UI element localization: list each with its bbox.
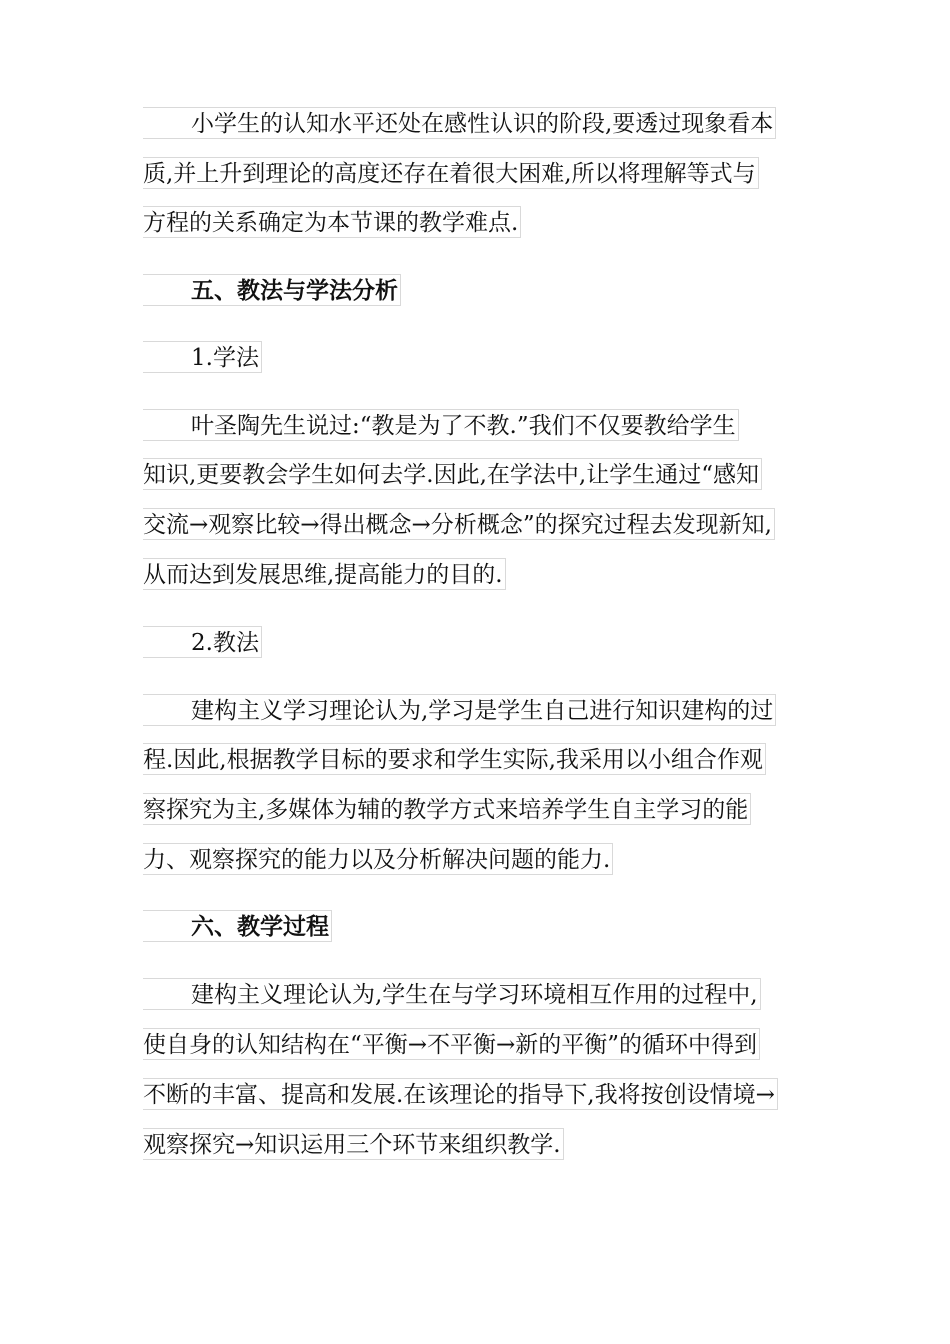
- paragraph-line: 观察探究→知识运用三个环节来组织教学.: [143, 1128, 564, 1160]
- paragraph-line: 从而达到发展思维,提高能力的目的.: [143, 558, 506, 590]
- paragraph-line: 建构主义学习理论认为,学习是学生自己进行知识建构的过: [143, 694, 776, 726]
- paragraph-line: 察探究为主,多媒体为辅的教学方式来培养学生自主学习的能: [143, 793, 751, 825]
- paragraph-line: 力、观察探究的能力以及分析解决问题的能力.: [143, 843, 613, 875]
- paragraph-line: 知识,更要教会学生如何去学.因此,在学法中,让学生通过“感知: [143, 458, 762, 490]
- section-heading: 六、教学过程: [143, 910, 332, 942]
- paragraph-line: 质,并上升到理论的高度还存在着很大困难,所以将理解等式与: [143, 157, 759, 189]
- paragraph-line: 程.因此,根据教学目标的要求和学生实际,我采用以小组合作观: [143, 743, 766, 775]
- section-heading: 五、教法与学法分析: [143, 274, 401, 306]
- paragraph-line: 建构主义理论认为,学生在与学习环境相互作用的过程中,: [143, 978, 761, 1010]
- paragraph-line: 使自身的认知结构在“平衡→不平衡→新的平衡”的循环中得到: [143, 1028, 760, 1060]
- paragraph-line: 叶圣陶先生说过:“教是为了不教.”我们不仅要教给学生: [143, 409, 739, 441]
- paragraph-line: 小学生的认知水平还处在感性认识的阶段,要透过现象看本: [143, 107, 776, 139]
- paragraph-line: 方程的关系确定为本节课的教学难点.: [143, 206, 521, 238]
- subsection-title: 1.学法: [143, 341, 262, 373]
- paragraph-line: 不断的丰富、提高和发展.在该理论的指导下,我将按创设情境→: [143, 1078, 778, 1110]
- subsection-title: 2.教法: [143, 626, 262, 658]
- paragraph-line: 交流→观察比较→得出概念→分析概念”的探究过程去发现新知,: [143, 508, 775, 540]
